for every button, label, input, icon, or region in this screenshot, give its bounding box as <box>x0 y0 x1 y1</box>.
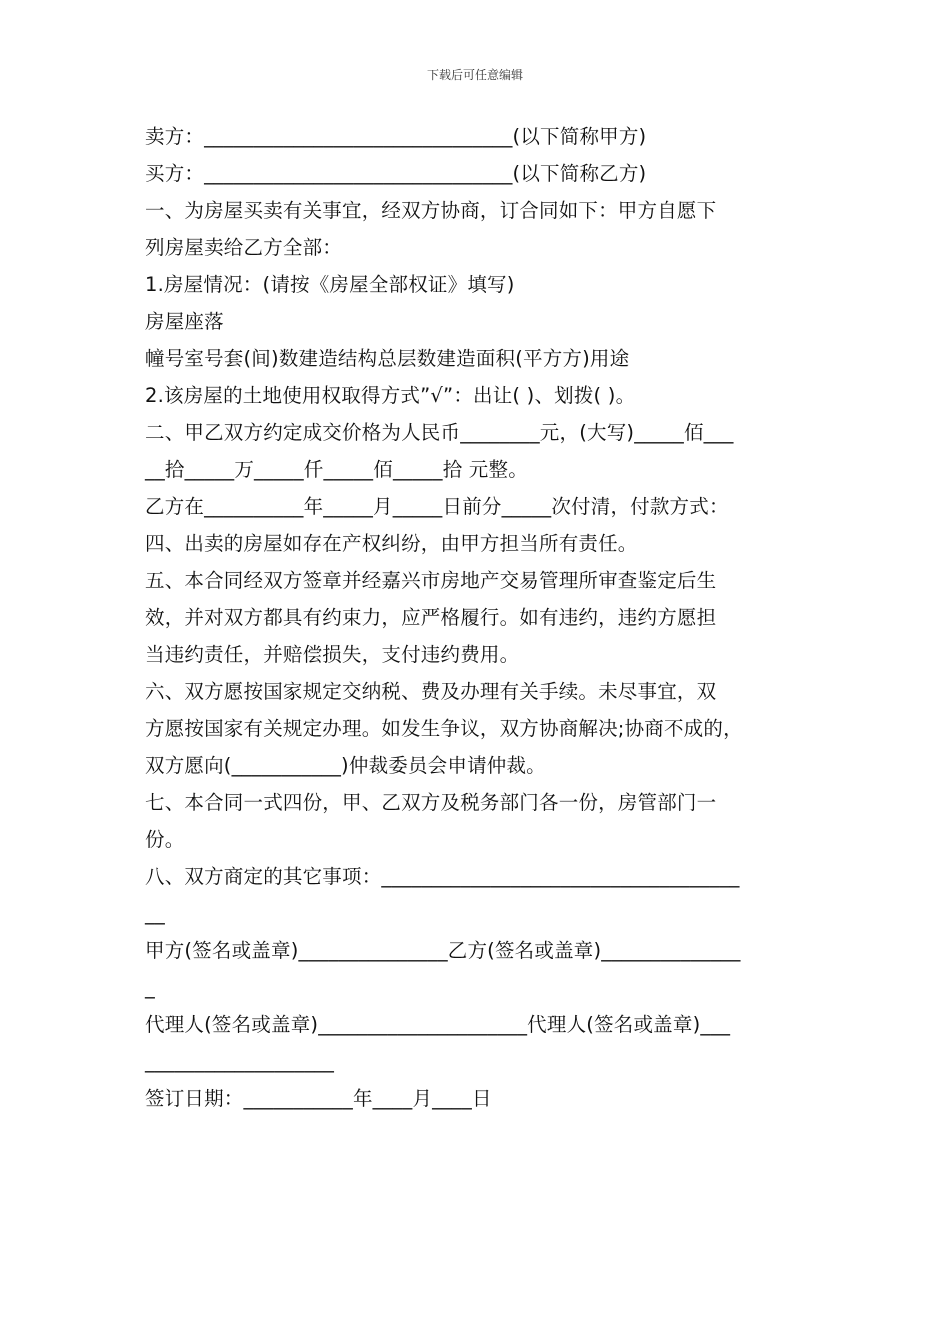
clause-1-line-2: 列房屋卖给乙方全部： <box>145 236 343 259</box>
clause-2-line-1: 二、甲乙双方约定成交价格为人民币________元，(大写)_____佰___ <box>145 421 734 444</box>
clause-1-line-1: 一、为房屋买卖有关事宜，经双方协商，订合同如下：甲方自愿下 <box>145 199 717 222</box>
clause-7-line-2: 份。 <box>145 828 185 851</box>
seller-line: 卖方：_______________________________(以下简称甲方) <box>145 125 647 148</box>
signature-agent-line-2: ___________________ <box>145 1050 335 1073</box>
clause-6-line-2: 方愿按国家有关规定办理。如发生争议，双方协商解决;协商不成的， <box>145 717 743 740</box>
signature-agent-line-1: 代理人(签名或盖章)_____________________代理人(签名或盖章)___ <box>145 1013 731 1036</box>
signature-party-line-1: 甲方(签名或盖章)_______________乙方(签名或盖章)______________ <box>145 939 741 962</box>
clause-5-line-1: 五、本合同经双方签章并经嘉兴市房地产交易管理所审查鉴定后生 <box>145 569 717 592</box>
clause-6-line-1: 六、双方愿按国家规定交纳税、费及办理有关手续。未尽事宜，双 <box>145 680 717 703</box>
signature-party-line-2: _ <box>145 976 155 999</box>
signing-date-line: 签订日期：___________年____月____日 <box>145 1087 492 1110</box>
clause-5-line-3: 当违约责任，并赔偿损失，支付违约费用。 <box>145 643 520 666</box>
payment-line: 乙方在__________年_____月_____日前分_____次付清，付款方式： <box>145 495 729 518</box>
property-location-line: 房屋座落 <box>145 310 224 333</box>
header-note: 下载后可任意编辑 <box>426 68 523 82</box>
buyer-line: 买方：_______________________________(以下简称乙方) <box>145 162 647 185</box>
clause-5-line-2: 效，并对双方都具有约束力，应严格履行。如有违约，违约方愿担 <box>145 606 717 629</box>
land-use-line: 2.该房屋的土地使用权取得方式”√”：出让( )、划拨( )。 <box>145 384 636 407</box>
property-info-line: 1.房屋情况：(请按《房屋全部权证》填写) <box>145 273 515 296</box>
clause-7-line-1: 七、本合同一式四份，甲、乙双方及税务部门各一份，房管部门一 <box>145 791 717 814</box>
clause-8-line-1: 八、双方商定的其它事项：____________________________________ <box>145 865 740 888</box>
clause-6-line-3: 双方愿向(___________)仲裁委员会申请仲裁。 <box>145 754 546 777</box>
clause-8-line-2: __ <box>145 902 165 925</box>
clause-2-line-2: __拾_____万_____仟_____佰_____拾 元整。 <box>145 458 528 481</box>
contract-body <box>145 118 825 1117</box>
property-details-line: 幢号室号套(间)数建造结构总层数建造面积(平方方)用途 <box>145 347 630 370</box>
clause-4-line: 四、出卖的房屋如存在产权纠纷，由甲方担当所有责任。 <box>145 532 638 555</box>
